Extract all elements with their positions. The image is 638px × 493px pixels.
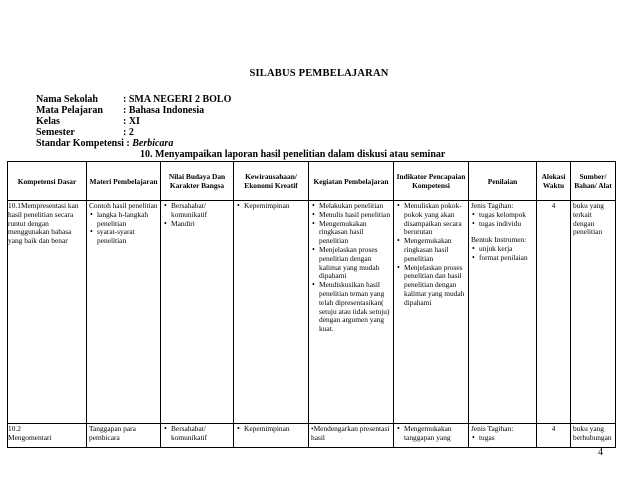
materi-cell: Tanggapan para pembicara: [87, 424, 161, 448]
kd-number: 10.1: [8, 201, 21, 210]
kewirausahaan-list: [236, 425, 306, 434]
indikator-cell: [394, 201, 469, 424]
list-item: • Melakukan penelitian: [319, 202, 391, 211]
header-kd: Kompetensi Dasar: [8, 162, 87, 201]
document-title: SILABUS PEMBELAJARAN: [249, 68, 389, 79]
nilai-list: [163, 202, 231, 228]
list-item: • Mengemukakan ringkasan hasil penelitian: [319, 220, 391, 246]
standard-value: Berbicara: [132, 138, 174, 149]
info-value: : 2: [123, 127, 134, 138]
list-item: • tugas kelompok: [479, 211, 534, 220]
info-row-school: [36, 94, 231, 105]
header-indikator: Indikator Pencapaian Kompetensi: [394, 162, 469, 201]
list-item: • Menjelaskan proses penelitian dan hasil penelitian dengan kalimat yang mudah dipahami: [404, 264, 466, 308]
penilaian-list: [471, 211, 534, 229]
syllabus-table: [7, 161, 616, 448]
header-penilaian: Penilaian: [469, 162, 537, 201]
info-label: Nama Sekolah: [36, 94, 98, 105]
nilai-cell: [161, 201, 234, 424]
list-item: • Bersahabat/ komunikatif: [171, 425, 231, 443]
table-row: [8, 424, 616, 448]
bentuk-list: [471, 245, 534, 263]
kd-text: Mempresentasi kan hasil penelitian secara runtut dengan menggunakan bahasa yang baik dan benar: [8, 201, 79, 246]
header-kewirausahaan: Kewirausahaan/ Ekonomi Kreatif: [234, 162, 309, 201]
penilaian-list: [471, 434, 534, 443]
materi-list: [89, 211, 158, 246]
table-row: [8, 201, 616, 424]
indikator-list: [396, 425, 466, 443]
materi-head: Contoh hasil penelitian: [89, 201, 158, 210]
nilai-list: [163, 425, 231, 443]
info-value: : Bahasa Indonesia: [123, 105, 205, 116]
list-item: • tugas individu: [479, 220, 534, 229]
list-item: • Mandiri: [171, 220, 231, 229]
list-item: • Kepemimpinan: [244, 425, 306, 434]
info-label: Mata Pelajaran: [36, 105, 103, 116]
list-item: • Mendiskusikan hasil penelitian teman yang telah dipresentasikan( setuju atau tidak setuju) dengan argumen yang kuat.: [319, 281, 391, 334]
penilaian-head: Jenis Tagihan:: [471, 424, 514, 433]
list-item: • Kepemimpinan: [244, 202, 306, 211]
kd-text: Mengomentari: [8, 432, 52, 442]
list-item: • format penilaian: [479, 254, 534, 263]
list-item: • Menjelaskan proses penelitian dengan kalimat yang mudah dipahami: [319, 246, 391, 281]
indikator-cell: [394, 424, 469, 448]
page-number: 4: [598, 447, 603, 458]
list-item: • langka h-langkah penelitian: [97, 211, 158, 229]
list-item: • tugas: [479, 434, 534, 443]
header-alokasi: Alokasi Waktu: [537, 162, 571, 201]
sumber-cell: buku yang terkait dengan penelitian: [571, 201, 616, 424]
alokasi-cell: 4: [537, 424, 571, 448]
kd-number: 10.2: [8, 424, 21, 433]
list-item: • Menulis hasil penelitian: [319, 211, 391, 220]
header-sumber: Sumber/ Bahan/ Alat: [571, 162, 616, 201]
info-value: : SMA NEGERI 2 BOLO: [123, 94, 232, 105]
list-item: • Bersahabat/ komunikatif: [171, 202, 231, 220]
competency-line: 10. Menyampaikan laporan hasil penelitian dalam diskusi atau seminar: [140, 149, 446, 160]
info-row-semester: [36, 127, 231, 138]
kewirausahaan-list: [236, 202, 306, 211]
list-item: • unjuk kerja: [479, 245, 534, 254]
kd-cell: [8, 201, 87, 424]
kewirausahaan-cell: [234, 424, 309, 448]
sumber-cell: buku yang berhubungan: [571, 424, 616, 448]
penilaian-cell: [469, 201, 537, 424]
list-item: • Mengemukakan tanggapan yang: [404, 425, 466, 443]
indikator-list: [396, 202, 466, 308]
list-item: • Menuliskan pokok-pokok yang akan disampaikan secara berurutan: [404, 202, 466, 237]
identity-block: [36, 94, 231, 149]
info-value: : XI: [123, 116, 140, 127]
materi-cell: [87, 201, 161, 424]
header-kegiatan: Kegiatan Pembelajaran: [309, 162, 394, 201]
nilai-cell: [161, 424, 234, 448]
penilaian-head: Jenis Tagihan:: [471, 201, 514, 210]
table-header-row: [8, 162, 616, 201]
list-item: • syarat-syarat penelitian: [97, 228, 158, 246]
info-label: Kelas: [36, 116, 60, 127]
list-item: • Mengemukakan ringkasan hasil penelitian: [404, 237, 466, 263]
info-row-class: [36, 116, 231, 127]
kegiatan-cell: [309, 201, 394, 424]
info-row-standard: [36, 138, 231, 149]
info-label: Semester: [36, 127, 75, 138]
alokasi-cell: 4: [537, 201, 571, 424]
kegiatan-list: [311, 202, 391, 334]
header-materi: Materi Pembelajaran: [87, 162, 161, 201]
standard-label: Standar Kompetensi :: [36, 138, 133, 149]
kegiatan-cell: •Mendengarkan presentasi hasil: [309, 424, 394, 448]
bentuk-head: Bentuk Instrumen:: [471, 235, 527, 245]
kewirausahaan-cell: [234, 201, 309, 424]
header-nilai: Nilai Budaya Dan Karakter Bangsa: [161, 162, 234, 201]
info-row-subject: [36, 105, 231, 116]
kd-cell: [8, 424, 87, 448]
penilaian-cell: [469, 424, 537, 448]
